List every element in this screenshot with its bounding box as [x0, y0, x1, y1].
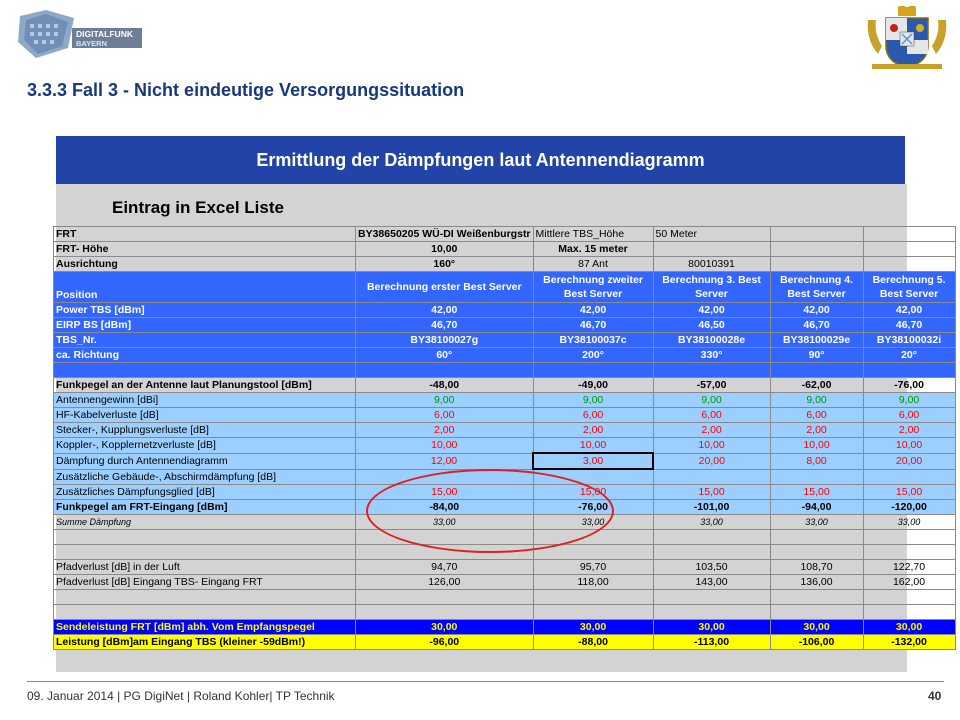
table-cell: -62,00 [770, 378, 863, 393]
table-cell: -132,00 [863, 635, 955, 650]
table-header-row [54, 272, 956, 303]
table-row [54, 363, 956, 378]
table-cell [863, 242, 955, 257]
table-cell: 42,00 [863, 303, 955, 318]
table-cell [863, 530, 955, 545]
table-cell: 10,00 [770, 438, 863, 454]
table-cell: Stecker-, Kupplungsverluste [dB] [54, 423, 356, 438]
table-cell: 2,00 [770, 423, 863, 438]
footer-text: 09. Januar 2014 | PG DigiNet | Roland Kohler| TP Technik [27, 689, 335, 703]
table-cell [653, 590, 770, 605]
table-cell: FRT- Höhe [54, 242, 356, 257]
table-row [54, 560, 956, 575]
table-cell [770, 469, 863, 485]
table-header-cell: Berechnung 4. Best Server [770, 272, 863, 303]
table-cell: 46,50 [653, 318, 770, 333]
table-row [54, 393, 956, 408]
page-number: 40 [928, 689, 942, 703]
table-cell [863, 605, 955, 620]
table-cell [653, 530, 770, 545]
table-cell [653, 242, 770, 257]
table-cell: BY38100037c [533, 333, 653, 348]
table-cell: 20,00 [653, 453, 770, 469]
table-cell: 200° [533, 348, 653, 363]
table-cell: 6,00 [653, 408, 770, 423]
digitalfunk-logo [16, 8, 144, 64]
table-row [54, 318, 956, 333]
banner-title: Ermittlung der Dämpfungen laut Antennendiagramm [256, 149, 705, 170]
table-cell: 2,00 [653, 423, 770, 438]
table-cell [653, 605, 770, 620]
table-cell: 108,70 [770, 560, 863, 575]
table-cell: 10,00 [653, 438, 770, 454]
table-cell: BY38100032i [863, 333, 955, 348]
table-cell: 30,00 [770, 620, 863, 635]
table-row [54, 469, 956, 485]
table-cell: 2,00 [356, 423, 534, 438]
table-cell: Mittlere TBS_Höhe [533, 227, 653, 242]
table-cell: 33,00 [653, 515, 770, 530]
table-row [54, 515, 956, 530]
table-cell: 9,00 [356, 393, 534, 408]
table-cell: 33,00 [356, 515, 534, 530]
table-cell: 42,00 [653, 303, 770, 318]
table-cell: 90° [770, 348, 863, 363]
table-cell: 95,70 [533, 560, 653, 575]
table-row [54, 500, 956, 515]
table-cell: Dämpfung durch Antennendiagramm [54, 453, 356, 469]
table-row [54, 378, 956, 393]
table-cell: 160° [356, 257, 534, 272]
table-cell: BY38650205 WÜ-DI Weißenburgstr [356, 227, 534, 242]
table-cell: 6,00 [356, 408, 534, 423]
table-cell [533, 605, 653, 620]
table-cell: 20,00 [863, 453, 955, 469]
table-cell: -88,00 [533, 635, 653, 650]
table-cell: 33,00 [533, 515, 653, 530]
table-cell: 33,00 [770, 515, 863, 530]
table-cell: 8,00 [770, 453, 863, 469]
table-cell: 162,00 [863, 575, 955, 590]
table-row [54, 485, 956, 500]
table-cell: -106,00 [770, 635, 863, 650]
table-cell: Funkpegel an der Antenne laut Planungstool [dBm] [54, 378, 356, 393]
table-cell: 46,70 [356, 318, 534, 333]
table-cell: 30,00 [863, 620, 955, 635]
table-cell: -96,00 [356, 635, 534, 650]
table-cell: 87 Ant [533, 257, 653, 272]
table-cell [54, 605, 356, 620]
table-row [54, 453, 956, 469]
table-row [54, 348, 956, 363]
table-cell [770, 590, 863, 605]
table-cell: 10,00 [356, 438, 534, 454]
table-cell: 3,00 [533, 453, 653, 469]
table-cell: -76,00 [533, 500, 653, 515]
table-cell [54, 590, 356, 605]
table-row [54, 438, 956, 454]
table-cell [356, 605, 534, 620]
table-header-cell: Berechnung zweiter Best Server [533, 272, 653, 303]
table-cell: 42,00 [770, 303, 863, 318]
table-cell [533, 363, 653, 378]
table-cell: 50 Meter [653, 227, 770, 242]
table-cell: BY38100027g [356, 333, 534, 348]
table-cell: 9,00 [533, 393, 653, 408]
table-cell: -48,00 [356, 378, 534, 393]
table-cell: HF-Kabelverluste [dB] [54, 408, 356, 423]
table-cell [533, 530, 653, 545]
table-cell: -113,00 [653, 635, 770, 650]
table-cell [54, 363, 356, 378]
table-cell: 15,00 [770, 485, 863, 500]
table-cell: 15,00 [863, 485, 955, 500]
table-cell: Power TBS [dBm] [54, 303, 356, 318]
table-row [54, 333, 956, 348]
table-cell: 15,00 [533, 485, 653, 500]
table-cell: BY38100029e [770, 333, 863, 348]
table-cell [356, 363, 534, 378]
table-cell: 30,00 [653, 620, 770, 635]
table-cell: 2,00 [863, 423, 955, 438]
table-row [54, 575, 956, 590]
table-row [54, 530, 956, 545]
table-cell: 9,00 [653, 393, 770, 408]
table-cell: 94,70 [356, 560, 534, 575]
table-cell [770, 530, 863, 545]
table-row [54, 303, 956, 318]
table-header-cell: Berechnung 5. Best Server [863, 272, 955, 303]
table-cell [863, 469, 955, 485]
table-cell [770, 257, 863, 272]
table-row [54, 227, 956, 242]
table-cell: FRT [54, 227, 356, 242]
table-cell: 10,00 [533, 438, 653, 454]
table-cell [54, 530, 356, 545]
table-cell: 15,00 [653, 485, 770, 500]
table-header-cell: Berechnung 3. Best Server [653, 272, 770, 303]
table-cell [356, 530, 534, 545]
table-cell: -49,00 [533, 378, 653, 393]
table-cell: 6,00 [533, 408, 653, 423]
table-cell: 118,00 [533, 575, 653, 590]
table-cell: -76,00 [863, 378, 955, 393]
table-cell [653, 545, 770, 560]
table-cell: 15,00 [356, 485, 534, 500]
table-cell: 6,00 [863, 408, 955, 423]
table-cell [863, 590, 955, 605]
table-row [54, 635, 956, 650]
table-cell: -94,00 [770, 500, 863, 515]
table-cell [863, 257, 955, 272]
table-header-cell: Berechnung erster Best Server [356, 272, 534, 303]
table-cell: 136,00 [770, 575, 863, 590]
section-banner [56, 136, 905, 184]
table-cell: Zusätzliche Gebäude-, Abschirmdämpfung [dB] [54, 469, 356, 485]
table-cell: 103,50 [653, 560, 770, 575]
table-cell [770, 605, 863, 620]
table-cell [653, 363, 770, 378]
table-cell [770, 242, 863, 257]
table-cell [356, 469, 534, 485]
table-cell: 6,00 [770, 408, 863, 423]
table-cell [356, 590, 534, 605]
excel-table [53, 226, 956, 650]
table-cell: Funkpegel am FRT-Eingang [dBm] [54, 500, 356, 515]
table-cell: 46,70 [770, 318, 863, 333]
table-cell: 126,00 [356, 575, 534, 590]
table-header-cell: Position [54, 272, 356, 303]
logo-text-2: BAYERN [76, 39, 107, 48]
table-cell: 30,00 [356, 620, 534, 635]
table-cell: -84,00 [356, 500, 534, 515]
table-row [54, 242, 956, 257]
table-cell: Zusätzliches Dämpfungsglied [dB] [54, 485, 356, 500]
table-cell [653, 469, 770, 485]
table-cell: 122,70 [863, 560, 955, 575]
table-cell [533, 590, 653, 605]
table-cell: 30,00 [533, 620, 653, 635]
table-cell [770, 363, 863, 378]
table-cell: ca. Richtung [54, 348, 356, 363]
table-cell [54, 545, 356, 560]
table-cell [770, 545, 863, 560]
table-cell: Pfadverlust [dB] Eingang TBS- Eingang FRT [54, 575, 356, 590]
table-cell: 20° [863, 348, 955, 363]
table-row [54, 545, 956, 560]
table-cell: 10,00 [863, 438, 955, 454]
table-cell: -57,00 [653, 378, 770, 393]
table-cell: Summe Dämpfung [54, 515, 356, 530]
table-cell [863, 363, 955, 378]
table-cell: 12,00 [356, 453, 534, 469]
table-cell: Leistung [dBm]am Eingang TBS (kleiner -59dBm!) [54, 635, 356, 650]
table-cell: 9,00 [863, 393, 955, 408]
table-cell: 33,00 [863, 515, 955, 530]
table-row [54, 408, 956, 423]
table-cell: 42,00 [356, 303, 534, 318]
table-cell: Pfadverlust [dB] in der Luft [54, 560, 356, 575]
table-cell: 2,00 [533, 423, 653, 438]
table-cell [533, 545, 653, 560]
table-row [54, 423, 956, 438]
table-cell: 60° [356, 348, 534, 363]
table-cell: 9,00 [770, 393, 863, 408]
table-cell: Max. 15 meter [533, 242, 653, 257]
table-cell: -120,00 [863, 500, 955, 515]
table-cell: 42,00 [533, 303, 653, 318]
table-cell: Koppler-, Kopplernetzverluste [dB] [54, 438, 356, 454]
logo-text-1: DIGITALFUNK [76, 29, 133, 39]
table-row [54, 590, 956, 605]
table-cell: -101,00 [653, 500, 770, 515]
bavarian-coat-of-arms-icon [862, 6, 952, 70]
table-cell [533, 469, 653, 485]
footer-divider [27, 681, 944, 682]
table-cell: 10,00 [356, 242, 534, 257]
table-cell: EIRP BS [dBm] [54, 318, 356, 333]
table-row [54, 605, 956, 620]
table-cell: BY38100028e [653, 333, 770, 348]
subheading: Eintrag in Excel Liste [112, 198, 284, 217]
table-row [54, 257, 956, 272]
page-title: 3.3.3 Fall 3 - Nicht eindeutige Versorgungssituation [27, 80, 465, 100]
table-cell: Antennengewinn [dBi] [54, 393, 356, 408]
table-cell: 80010391 [653, 257, 770, 272]
table-cell: TBS_Nr. [54, 333, 356, 348]
table-cell: 46,70 [533, 318, 653, 333]
table-cell: 330° [653, 348, 770, 363]
table-cell: Ausrichtung [54, 257, 356, 272]
table-cell [863, 227, 955, 242]
table-cell: 46,70 [863, 318, 955, 333]
table-cell: 143,00 [653, 575, 770, 590]
table-row [54, 620, 956, 635]
table-cell [863, 545, 955, 560]
table-cell [356, 545, 534, 560]
table-cell [770, 227, 863, 242]
table-cell: Sendeleistung FRT [dBm] abh. Vom Empfangspegel [54, 620, 356, 635]
